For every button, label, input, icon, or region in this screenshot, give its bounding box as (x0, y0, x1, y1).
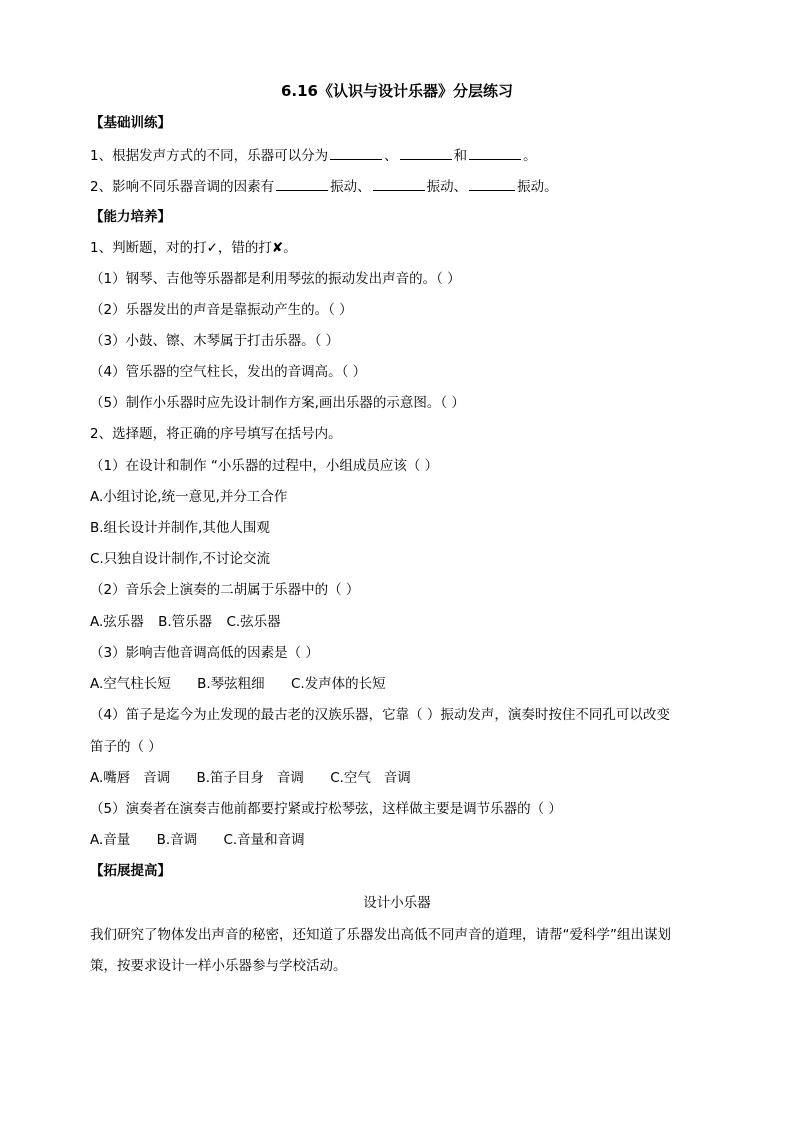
answer-blank[interactable] (373, 176, 425, 191)
extend-paragraph-line2: 策，按要求设计一样小乐器参与学校活动。 (90, 958, 347, 974)
choice-q3-option-a: A.空气柱长短 (90, 676, 171, 692)
answer-blank[interactable] (469, 145, 521, 160)
choice-q2-option-c: C.弦乐器 (226, 614, 281, 630)
judge-item-1: （1）钢琴、吉他等乐器都是利用琴弦的振动发出声音的。（ ） (90, 271, 461, 287)
basic-question-1 (90, 145, 537, 166)
answer-blank[interactable] (276, 176, 328, 191)
choice-q2-stem: （2）音乐会上演奏的二胡属于乐器中的（ ） (90, 582, 360, 598)
choice-q2-option-a: A.弦乐器 (90, 614, 144, 630)
basic-q1-text: 1、根据发声方式的不同，乐器可以分为 (90, 148, 329, 164)
choice-q4-option-a: A.嘴唇 音调 (90, 770, 171, 786)
choice-q2-option-b: B.管乐器 (158, 614, 213, 630)
choice-q5-stem: （5）演奏者在演奏吉他前都要拧紧或拧松琴弦，这样做主要是调节乐器的（ ） (90, 801, 562, 817)
basic-q2-text: 2、影响不同乐器音调的因素有 (90, 179, 275, 195)
choice-q1-option-c: C.只独自设计制作,不讨论交流 (90, 551, 271, 567)
judge-item-2: （2）乐器发出的声音是靠振动产生的。（ ） (90, 302, 353, 318)
basic-q1-end: 。 (523, 148, 537, 164)
basic-q2-part2: 振动、 (426, 179, 468, 195)
choice-q3-option-b: B.琴弦粗细 (197, 676, 265, 692)
basic-question-2 (90, 176, 558, 197)
choice-q3-options (90, 674, 386, 694)
choice-q5-options (90, 830, 305, 850)
choice-q1-stem: （1）在设计和制作 “小乐器的过程中，小组成员应该（ ） (90, 458, 439, 474)
choice-q3-stem: （3）影响吉他音调高低的因素是（ ） (90, 645, 319, 661)
judge-item-5: （5）制作小乐器时应先设计制作方案,画出乐器的示意图。（ ） (90, 395, 465, 411)
extend-paragraph-line1: 我们研究了物体发出声音的秘密，还知道了乐器发出高低不同声音的道理，请帮“爱科学”组出谋划 (90, 927, 671, 943)
choice-q4-stem-line1: （4）笛子是迄今为止发现的最古老的汉族乐器，它靠（ ）振动发声，演奏时按住不同孔可以改变 (90, 707, 670, 723)
extend-heading: 设计小乐器 (363, 895, 431, 911)
choice-q4-option-b: B.笛子目身 音调 (196, 770, 304, 786)
basic-q1-and: 和 (453, 148, 468, 164)
answer-blank[interactable] (469, 176, 515, 191)
choice-intro: 2、选择题，将正确的序号填写在括号内。 (90, 426, 342, 442)
judge-intro: 1、判断题，对的打✓，错的打✘。 (90, 240, 297, 256)
answer-blank[interactable] (400, 145, 452, 160)
choice-q4-option-c: C.空气 音调 (330, 770, 411, 786)
choice-q1-option-b: B.组长设计并制作,其他人围观 (90, 520, 270, 536)
choice-q3-option-c: C.发声体的长短 (290, 676, 386, 692)
section-basic-heading: 【基础训练】 (90, 115, 171, 131)
basic-q2-part1: 振动、 (330, 179, 371, 195)
answer-blank[interactable] (330, 145, 382, 160)
choice-q4-stem-line2: 笛子的（ ） (90, 739, 162, 755)
choice-q5-option-b: B.音调 (156, 832, 198, 848)
section-extend-heading: 【拓展提高】 (90, 863, 171, 879)
judge-item-3: （3）小鼓、镲、木琴属于打击乐器。（ ） (90, 333, 340, 349)
choice-q5-option-c: C.音量和音调 (223, 832, 305, 848)
basic-q2-part3: 振动。 (517, 179, 558, 195)
basic-q1-sep: 、 (384, 148, 398, 164)
choice-q5-option-a: A.音量 (90, 832, 131, 848)
section-ability-heading: 【能力培养】 (90, 209, 171, 225)
judge-item-4: （4）管乐器的空气柱长，发出的音调高。（ ） (90, 364, 367, 380)
page-title: 6.16《认识与设计乐器》分层练习 (280, 82, 513, 100)
choice-q1-option-a: A.小组讨论,统一意见,并分工合作 (90, 489, 288, 505)
choice-q4-options (90, 768, 411, 788)
choice-q2-options (90, 612, 281, 632)
